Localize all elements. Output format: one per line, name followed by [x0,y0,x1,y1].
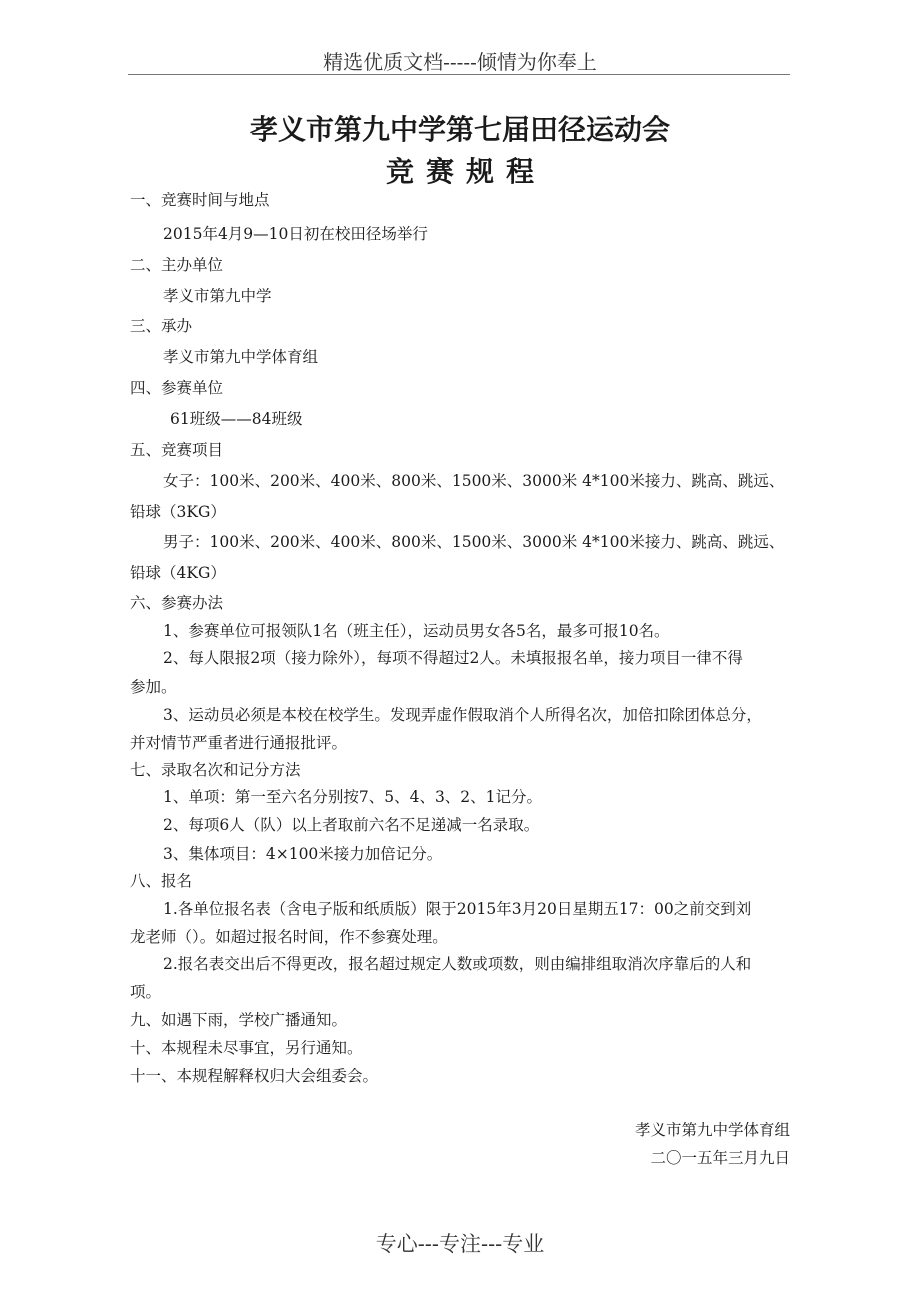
body-line: 1、单项：第一至六名分别按7、5、4、3、2、1记分。 [163,788,543,806]
section-heading-rules: 六、参赛办法 [130,594,224,612]
page-header: 精选优质文档-----倾情为你奉上 [323,50,597,74]
body-line: 2015年4月9—10日初在校田径场举行 [163,225,428,243]
signature-date: 二〇一五年三月九日 [650,1149,790,1167]
body-line: 2.报名表交出后不得更改，报名超过规定人数或项数，则由编排组取消次序靠后的人和 [163,955,752,973]
body-line: 1、参赛单位可报领队1名（班主任），运动员男女各5名，最多可报10名。 [163,622,670,640]
section-heading-organizer: 二、主办单位 [130,256,224,274]
body-line: 女子：100米、200米、400米、800米、1500米、3000米 4*100米接力、跳高、跳远、 [163,472,785,490]
body-line: 孝义市第九中学 [163,287,272,305]
page-footer: 专心---专注---专业 [375,1232,545,1256]
header-divider [128,74,790,75]
body-line: 并对情节严重者进行通报批评。 [130,734,348,752]
section-heading-events: 五、竞赛项目 [130,441,224,459]
body-line: 2、每项6人（队）以上者取前六名不足递减一名录取。 [163,816,540,834]
body-line: 铅球（3KG） [130,503,226,521]
section-heading-rain: 九、如遇下雨，学校广播通知。 [130,1011,348,1029]
section-heading-interpretation: 十一、本规程解释权归大会组委会。 [130,1067,379,1085]
section-heading-time-place: 一、竞赛时间与地点 [130,191,270,209]
document-title: 孝义市第九中学第七届田径运动会 [249,113,670,146]
body-line: 2、每人限报2项（接力除外），每项不得超过2人。未填报报名单，接力项目一律不得 [163,649,743,667]
document-subtitle: 竞赛规程 [385,155,546,188]
section-heading-participants: 四、参赛单位 [130,379,224,397]
body-line: 孝义市第九中学体育组 [163,348,319,366]
section-heading-host: 三、承办 [130,317,193,335]
body-line: 3、集体项目：4×100米接力加倍记分。 [163,845,443,863]
body-line: 铅球（4KG） [130,564,226,582]
section-heading-scoring: 七、录取名次和记分方法 [130,761,301,779]
body-line: 龙老师（）。如超过报名时间，作不参赛处理。 [130,928,448,946]
body-line: 3、运动员必须是本校在校学生。发现弄虚作假取消个人所得名次，加倍扣除团体总分， [163,706,762,724]
body-line: 参加。 [130,678,177,696]
section-heading-registration: 八、报名 [130,872,193,890]
body-line: 1.各单位报名表（含电子版和纸质版）限于2015年3月20日星期五17：00之前交到刘 [163,900,752,918]
body-line: 项。 [130,983,162,1001]
section-heading-misc: 十、本规程未尽事宜，另行通知。 [130,1039,363,1057]
signature-organization: 孝义市第九中学体育组 [634,1121,790,1139]
body-line: 男子：100米、200米、400米、800米、1500米、3000米 4*100米接力、跳高、跳远、 [163,533,785,551]
body-line: 61班级——84班级 [170,410,303,428]
